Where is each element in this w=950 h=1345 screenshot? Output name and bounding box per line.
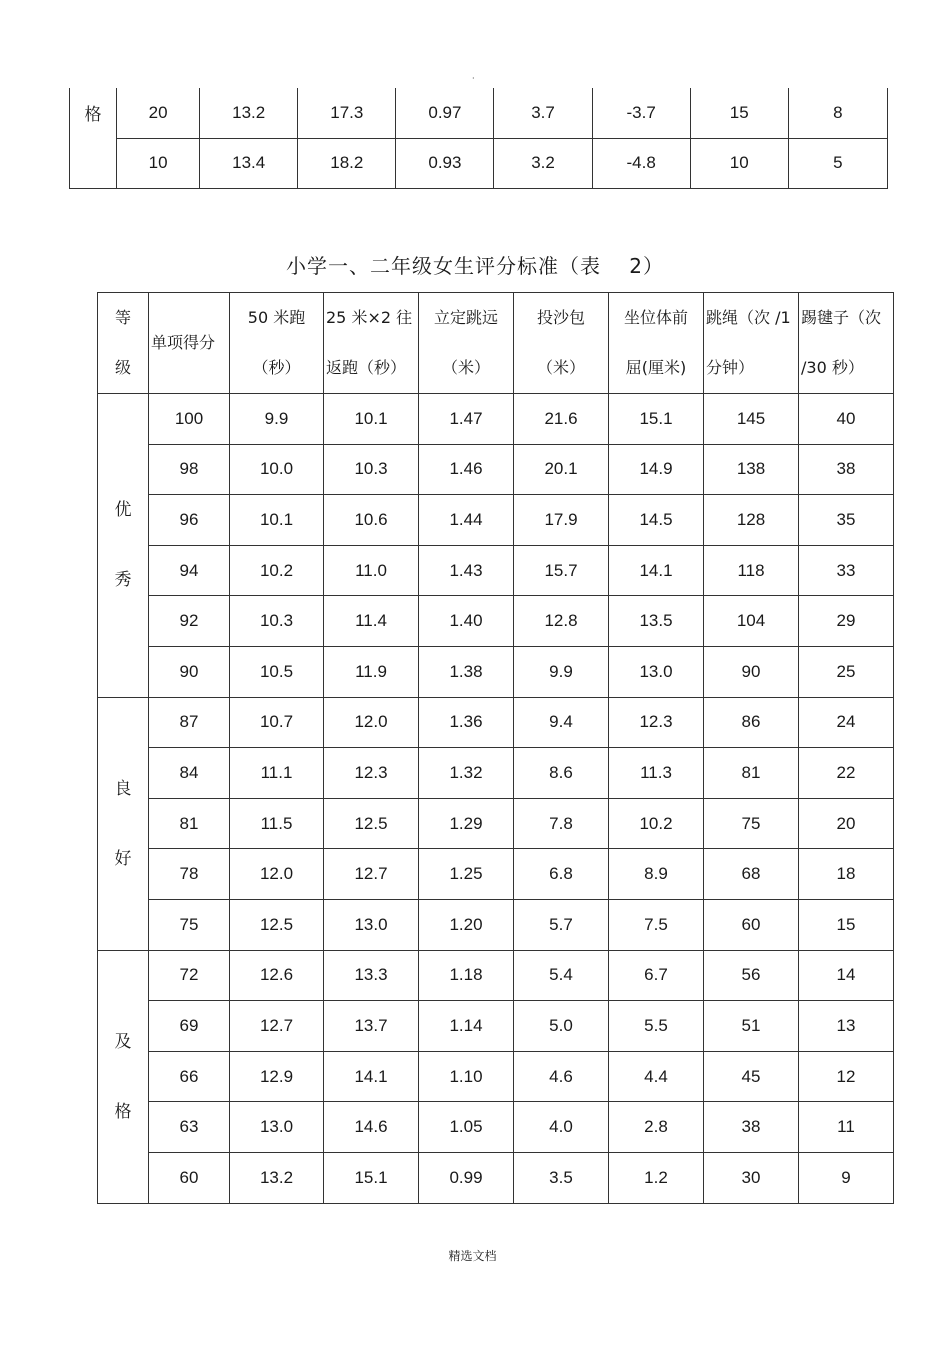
table-cell: 4.4 <box>609 1051 704 1102</box>
table-cell: 22 <box>799 748 894 799</box>
table-cell: 20 <box>799 798 894 849</box>
table-cell: 60 <box>149 1152 230 1203</box>
table-cell: 13.0 <box>324 899 419 950</box>
table-cell: 13 <box>799 1001 894 1052</box>
table-row <box>70 138 888 188</box>
header-shuttlecock: 踢毽子（次 /30 秒） <box>799 293 894 394</box>
table-row <box>98 545 894 596</box>
table-cell: 3.7 <box>494 88 592 138</box>
table-cell: 12.8 <box>514 596 609 647</box>
footer-label: 精选文档 <box>448 1249 497 1263</box>
table-cell: 7.5 <box>609 899 704 950</box>
table-cell: 13.7 <box>324 1001 419 1052</box>
table-cell: 75 <box>149 899 230 950</box>
table-cell: 12.7 <box>230 1001 324 1052</box>
table-cell: 10.1 <box>324 394 419 445</box>
table-cell: 128 <box>704 495 799 546</box>
table-cell: 14 <box>799 950 894 1001</box>
table-cell: 104 <box>704 596 799 647</box>
table-cell: 96 <box>149 495 230 546</box>
table-title: 小学一、二年级女生评分标准（表 2） <box>285 254 665 278</box>
table-cell: 9.4 <box>514 697 609 748</box>
stray-mark: · <box>472 74 475 83</box>
table-cell: 30 <box>704 1152 799 1203</box>
table-cell: 86 <box>704 697 799 748</box>
table-row <box>98 646 894 697</box>
header-score: 单项得分 <box>149 293 230 394</box>
table-cell: 145 <box>704 394 799 445</box>
table-cell: 51 <box>704 1001 799 1052</box>
table-cell: 13.5 <box>609 596 704 647</box>
table-row <box>98 444 894 495</box>
table-cell: 20 <box>117 88 200 138</box>
table-row <box>98 950 894 1001</box>
table-cell: 9.9 <box>514 646 609 697</box>
table-cell: 90 <box>149 646 230 697</box>
table-cell: 14.9 <box>609 444 704 495</box>
table-cell: 14.6 <box>324 1102 419 1153</box>
header-rope-skipping: 跳绳（次 /1 分钟） <box>704 293 799 394</box>
table-cell: 13.0 <box>609 646 704 697</box>
table-cell: 14.1 <box>324 1051 419 1102</box>
table-cell: 12.5 <box>230 899 324 950</box>
table-cell: 1.2 <box>609 1152 704 1203</box>
table-cell: -4.8 <box>592 138 690 188</box>
table-cell: 1.14 <box>419 1001 514 1052</box>
table-cell: 10.0 <box>230 444 324 495</box>
table-cell: 12 <box>799 1051 894 1102</box>
header-50m-run: 50 米跑 （秒） <box>230 293 324 394</box>
table-cell: 20.1 <box>514 444 609 495</box>
table-row <box>98 697 894 748</box>
table-cell: 13.3 <box>324 950 419 1001</box>
table-cell: 81 <box>704 748 799 799</box>
table-cell: 118 <box>704 545 799 596</box>
table-cell: 14.5 <box>609 495 704 546</box>
table-cell: 12.5 <box>324 798 419 849</box>
table-cell: 1.44 <box>419 495 514 546</box>
table-cell: 84 <box>149 748 230 799</box>
table-row <box>98 596 894 647</box>
table-cell: 12.0 <box>324 697 419 748</box>
table-cell: 1.20 <box>419 899 514 950</box>
table-cell: 98 <box>149 444 230 495</box>
table-cell: 1.43 <box>419 545 514 596</box>
table-cell: 9.9 <box>230 394 324 445</box>
table-cell: 12.6 <box>230 950 324 1001</box>
table-cell: 75 <box>704 798 799 849</box>
table-cell: 69 <box>149 1001 230 1052</box>
table-cell: 10.3 <box>230 596 324 647</box>
table-cell: 45 <box>704 1051 799 1102</box>
table-cell: 8 <box>788 88 887 138</box>
table-cell: 12.7 <box>324 849 419 900</box>
grade-cell: 格 <box>70 88 117 188</box>
table-cell: 11.1 <box>230 748 324 799</box>
header-grade: 等 级 <box>98 293 149 394</box>
table-cell: 14.1 <box>609 545 704 596</box>
table-cell: 13.4 <box>200 138 298 188</box>
table-cell: 29 <box>799 596 894 647</box>
table-cell: 92 <box>149 596 230 647</box>
table-cell: 13.2 <box>230 1152 324 1203</box>
table-cell: 15.7 <box>514 545 609 596</box>
table-cell: 10.1 <box>230 495 324 546</box>
table-cell: 6.7 <box>609 950 704 1001</box>
table-row <box>98 1051 894 1102</box>
table-cell: 1.29 <box>419 798 514 849</box>
table-cell: 10 <box>117 138 200 188</box>
table-cell: 10 <box>690 138 788 188</box>
grade-cell: 优 秀 <box>98 394 149 698</box>
table-cell: 7.8 <box>514 798 609 849</box>
table-cell: 17.9 <box>514 495 609 546</box>
table-cell: 12.0 <box>230 849 324 900</box>
table-cell: 100 <box>149 394 230 445</box>
table-cell: 138 <box>704 444 799 495</box>
table-cell: 5.7 <box>514 899 609 950</box>
table-cell: 18 <box>799 849 894 900</box>
table-cell: 15.1 <box>324 1152 419 1203</box>
table-cell: 12.3 <box>324 748 419 799</box>
scoring-table <box>97 292 894 1204</box>
table-cell: 12.9 <box>230 1051 324 1102</box>
table-cell: 35 <box>799 495 894 546</box>
table-cell: 66 <box>149 1051 230 1102</box>
table-cell: 90 <box>704 646 799 697</box>
table-cell: 1.46 <box>419 444 514 495</box>
table-cell: 0.99 <box>419 1152 514 1203</box>
header-row <box>98 293 894 394</box>
table-cell: 10.5 <box>230 646 324 697</box>
table-row <box>98 1152 894 1203</box>
table-cell: 94 <box>149 545 230 596</box>
table-cell: -3.7 <box>592 88 690 138</box>
table-cell: 21.6 <box>514 394 609 445</box>
table-cell: 8.6 <box>514 748 609 799</box>
table-row <box>98 394 894 445</box>
table-cell: 6.8 <box>514 849 609 900</box>
previous-table-tail <box>69 88 888 189</box>
table-cell: 10.6 <box>324 495 419 546</box>
table-cell: 1.10 <box>419 1051 514 1102</box>
table-row <box>98 849 894 900</box>
table-cell: 81 <box>149 798 230 849</box>
table-cell: 0.97 <box>396 88 494 138</box>
table-cell: 25 <box>799 646 894 697</box>
table-cell: 12.3 <box>609 697 704 748</box>
table-cell: 4.6 <box>514 1051 609 1102</box>
table-cell: 60 <box>704 899 799 950</box>
table-cell: 5.5 <box>609 1001 704 1052</box>
table-cell: 24 <box>799 697 894 748</box>
table-row <box>98 899 894 950</box>
table-row <box>98 1001 894 1052</box>
table-cell: 1.38 <box>419 646 514 697</box>
table-cell: 40 <box>799 394 894 445</box>
table-cell: 11.9 <box>324 646 419 697</box>
table-row <box>98 748 894 799</box>
table-row <box>70 88 888 138</box>
table-cell: 1.47 <box>419 394 514 445</box>
table-cell: 10.2 <box>230 545 324 596</box>
grade-cell: 良 好 <box>98 697 149 950</box>
table-cell: 4.0 <box>514 1102 609 1153</box>
table-cell: 13.2 <box>200 88 298 138</box>
table-cell: 13.0 <box>230 1102 324 1153</box>
table-cell: 1.25 <box>419 849 514 900</box>
table-row <box>98 495 894 546</box>
table-cell: 17.3 <box>298 88 396 138</box>
table-cell: 5.0 <box>514 1001 609 1052</box>
table-cell: 3.2 <box>494 138 592 188</box>
table-cell: 78 <box>149 849 230 900</box>
header-shuttle-run: 25 米×2 往 返跑（秒） <box>324 293 419 394</box>
table-cell: 63 <box>149 1102 230 1153</box>
table-cell: 11.3 <box>609 748 704 799</box>
table-cell: 38 <box>704 1102 799 1153</box>
table-cell: 9 <box>799 1152 894 1203</box>
table-cell: 15 <box>799 899 894 950</box>
table-cell: 10.7 <box>230 697 324 748</box>
header-sandbag-throw: 投沙包 （米） <box>514 293 609 394</box>
table-cell: 5.4 <box>514 950 609 1001</box>
table-cell: 56 <box>704 950 799 1001</box>
table-cell: 18.2 <box>298 138 396 188</box>
table-cell: 1.18 <box>419 950 514 1001</box>
table-cell: 11.5 <box>230 798 324 849</box>
header-standing-jump: 立定跳远 （米） <box>419 293 514 394</box>
table-cell: 1.05 <box>419 1102 514 1153</box>
table-cell: 11.4 <box>324 596 419 647</box>
table-cell: 68 <box>704 849 799 900</box>
table-cell: 11 <box>799 1102 894 1153</box>
table-cell: 15 <box>690 88 788 138</box>
table-cell: 11.0 <box>324 545 419 596</box>
table-cell: 33 <box>799 545 894 596</box>
table-cell: 5 <box>788 138 887 188</box>
table-cell: 1.36 <box>419 697 514 748</box>
table-cell: 87 <box>149 697 230 748</box>
table-cell: 72 <box>149 950 230 1001</box>
table-cell: 15.1 <box>609 394 704 445</box>
table-cell: 3.5 <box>514 1152 609 1203</box>
table-cell: 2.8 <box>609 1102 704 1153</box>
table-cell: 10.2 <box>609 798 704 849</box>
table-row <box>98 1102 894 1153</box>
table-cell: 10.3 <box>324 444 419 495</box>
table-cell: 38 <box>799 444 894 495</box>
table-row <box>98 798 894 849</box>
table-cell: 1.32 <box>419 748 514 799</box>
grade-cell: 及 格 <box>98 950 149 1203</box>
table-cell: 8.9 <box>609 849 704 900</box>
table-cell: 1.40 <box>419 596 514 647</box>
header-sit-and-reach: 坐位体前 屈(厘米) <box>609 293 704 394</box>
table-cell: 0.93 <box>396 138 494 188</box>
